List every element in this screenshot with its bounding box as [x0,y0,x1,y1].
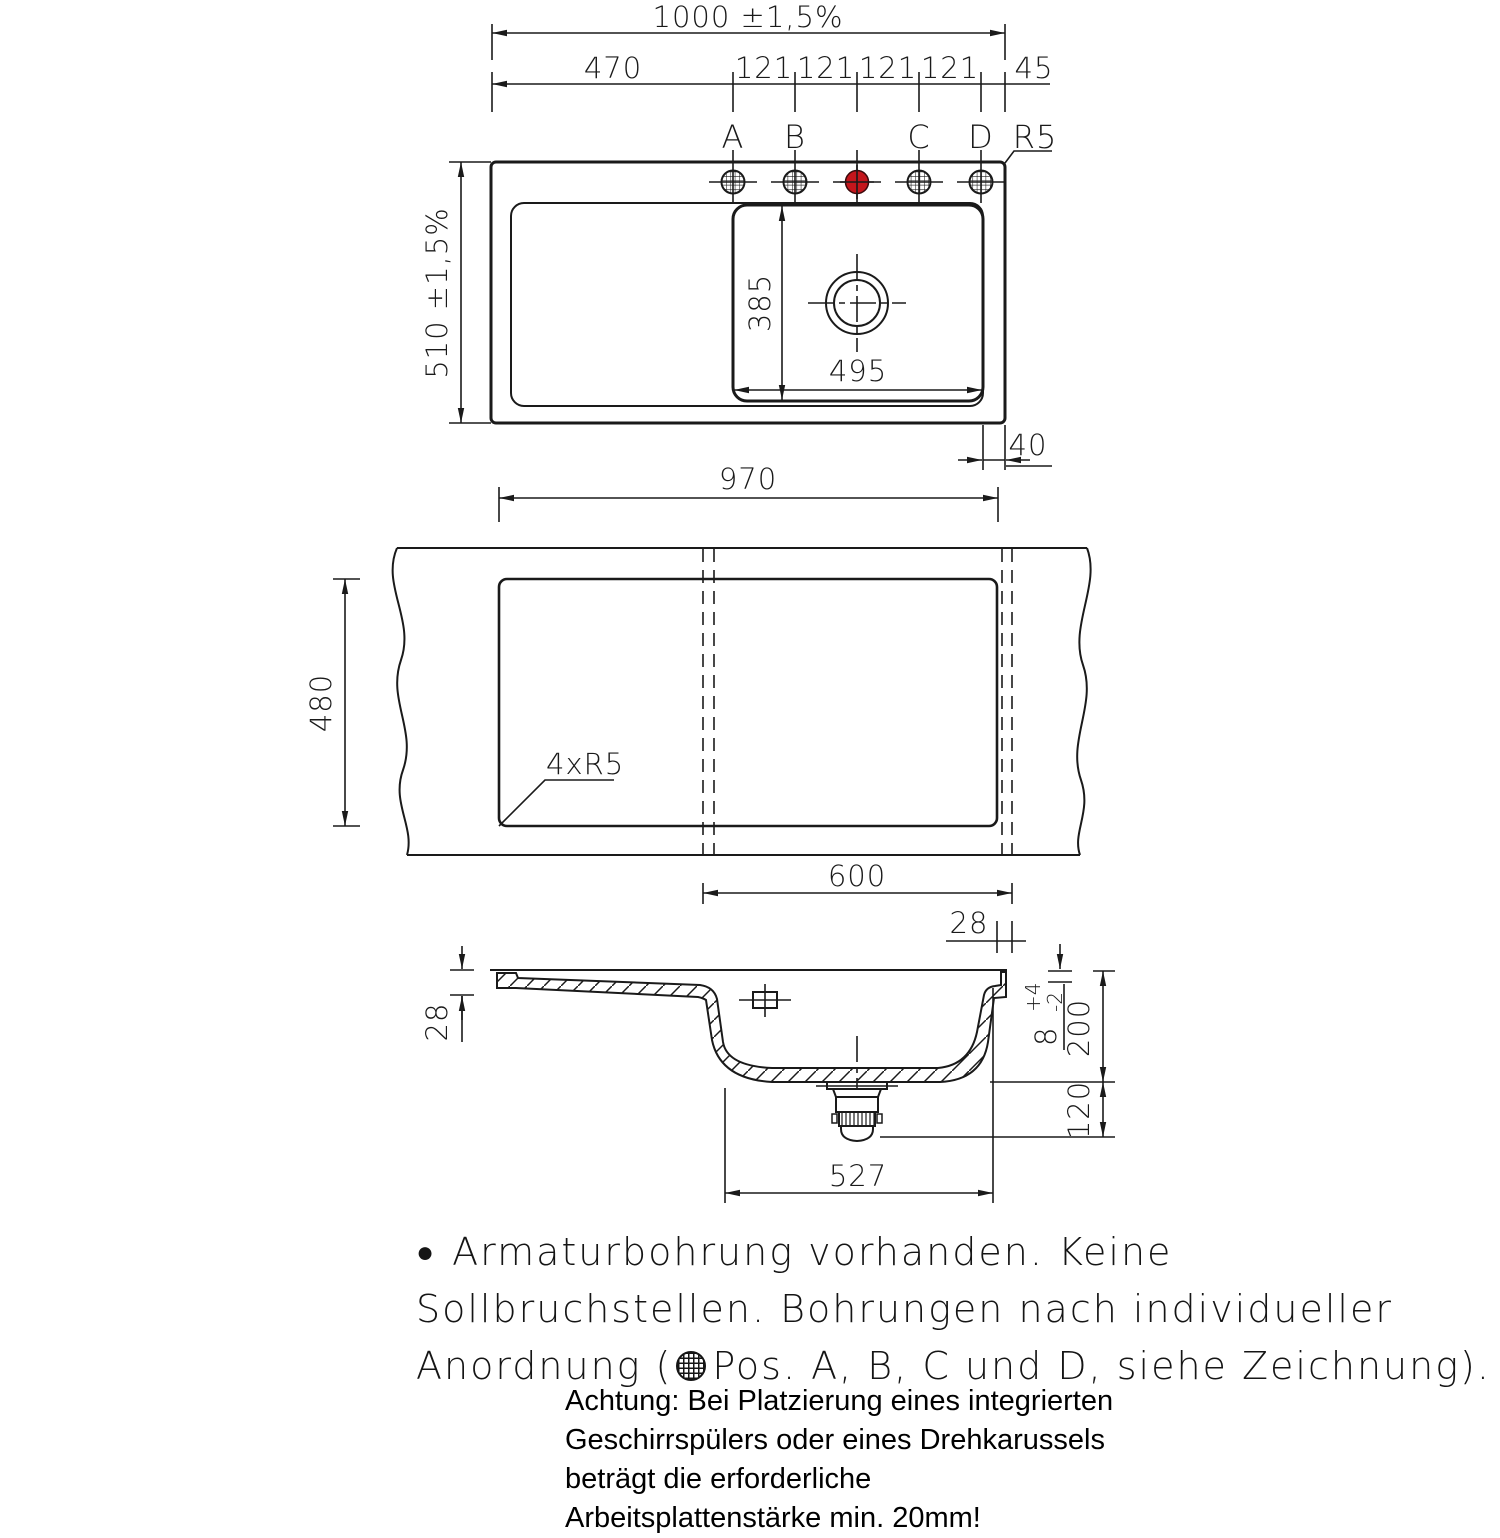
dim-height-group [420,162,491,423]
dim-step: 8 [1029,1026,1063,1046]
note-armatur-line3: Anordnung ( Pos. A, B, C und D, siehe Zeichnung). [416,1344,1491,1388]
dim-bowl-width: 495 [828,354,888,388]
faucet-hole-active-icon [833,150,881,203]
dim-step-tol-minus: -2 [1043,992,1067,1012]
dim-bowl-outer-group [725,988,993,1203]
sink-section-profile [497,972,1006,1082]
dim-drain: 120 [1062,1080,1096,1140]
note-warning-line1: Achtung: Bei Platzierung eines integrierten [565,1385,1114,1417]
hole-label-d: D [968,118,994,156]
dim-edge-offset-group [958,425,1052,470]
dim-edge-offset: 40 [1008,428,1048,462]
note-armatur [416,1224,1491,1395]
section-view [420,944,1115,1203]
drain-hole-icon [808,254,906,352]
faucet-hole-d-icon [957,150,1005,203]
hole-label-c: C [907,118,931,156]
corner-radius-label: R5 [1012,118,1058,156]
hatched-hole-icon [676,1351,706,1381]
note-warning-line4: Arbeitsplattenstärke min. 20mm! [565,1502,981,1534]
note-warning [565,1382,1265,1538]
dim-depth: 200 [1062,998,1096,1058]
dim-rim: 28 [420,1002,454,1042]
dim-cutout-offset-group [946,906,1026,953]
dim-height: 510 ±1,5% [420,207,454,379]
note-armatur-line2: Sollbruchstellen. Bohrungen nach individueller [416,1287,1393,1331]
dim-cutout-width: 970 [718,462,778,496]
break-line-left [393,548,409,855]
break-line-right [1077,548,1090,855]
cutout-view [304,462,1091,953]
hole-label-b: B [784,118,806,156]
dim-chain-121c: 121 [858,51,918,85]
filled-dot-icon: ● [416,1235,437,1270]
dim-chain-121a: 121 [734,51,794,85]
note-armatur-line1: ● Armaturbohrung vorhanden. Keine [416,1230,1173,1274]
dim-bowl-height: 385 [743,273,777,333]
dim-chain-470: 470 [583,51,643,85]
drain-fitting-icon [816,1036,898,1141]
note-warning-line3: beträgt die erforderliche [565,1463,872,1495]
dim-chain-121b: 121 [796,51,856,85]
faucet-hole-b-icon [771,150,819,203]
dim-bowl-outer: 527 [828,1159,888,1193]
dim-step-tol-plus: +4 [1021,982,1045,1012]
dim-chain-121d: 121 [920,51,980,85]
radius-note: 4xR5 [546,747,625,781]
dim-cutout-height-group [304,579,360,826]
dim-cutout-offset: 28 [949,906,989,940]
cutout-outline [499,579,997,826]
radius-note-leader [499,780,614,826]
top-view [420,0,1057,470]
faucet-hole-c-icon [895,150,943,203]
note-warning-line2: Geschirrspülers oder eines Drehkarussels [565,1424,1105,1456]
dim-overall-width: 1000 ±1,5% [652,0,844,34]
hole-label-a: A [721,118,745,156]
dim-chain-45: 45 [1014,51,1054,85]
faucet-hole-section-icon [739,984,791,1017]
faucet-hole-a-icon [709,150,757,203]
dim-rim-group [420,946,474,1042]
dim-cutout-height: 480 [304,673,338,733]
dim-cabinet-width: 600 [827,859,887,893]
